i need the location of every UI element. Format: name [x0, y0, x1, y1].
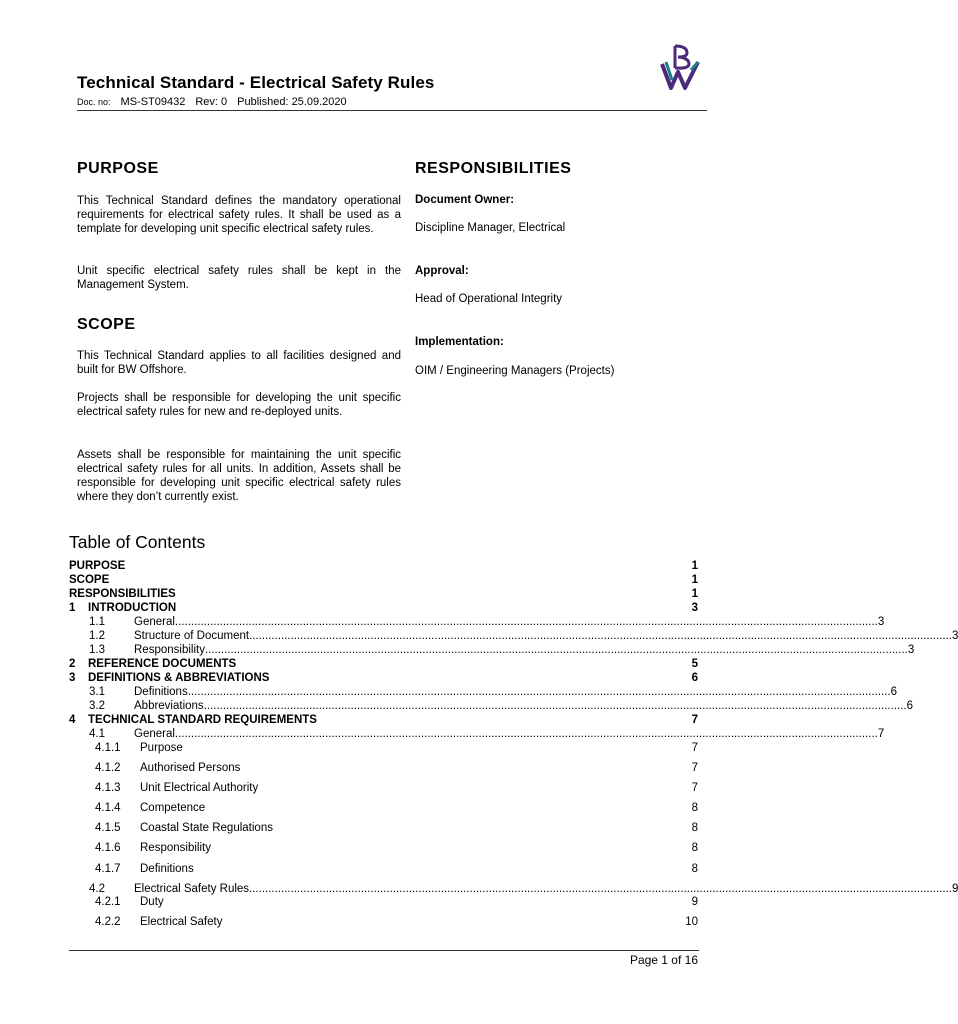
toc-entry[interactable] [69, 821, 698, 835]
toc-entry[interactable] [69, 761, 698, 775]
approval-value: Head of Operational Integrity [415, 293, 563, 305]
toc-entry[interactable] [69, 615, 885, 629]
toc-entry[interactable] [69, 727, 885, 741]
toc-entry[interactable] [69, 699, 914, 713]
scope-paragraph-2: Projects shall be responsible for developing the unit specific electrical safety rules for new and re-deployed units. [77, 392, 401, 418]
toc-entry-label: Electrical Safety [140, 916, 223, 928]
purpose-heading: PURPOSE [77, 160, 159, 177]
toc-entry-label: PURPOSE [69, 560, 126, 572]
toc-entry-page: 5 [691, 658, 698, 670]
toc-entry-label: Competence [140, 802, 206, 814]
toc-entry[interactable] [69, 895, 698, 909]
toc-entry[interactable] [69, 587, 698, 601]
toc-entry-label: Structure of Document [134, 630, 250, 642]
toc-entry-number: 3 [69, 672, 76, 684]
toc-entry[interactable] [69, 559, 698, 573]
header-divider [77, 110, 707, 111]
toc-entry[interactable] [69, 882, 958, 896]
toc-entry-number: 4.2 [89, 883, 105, 895]
toc-entry-label: Unit Electrical Authority [140, 782, 259, 794]
toc-entry-number: 4.1.4 [95, 802, 121, 814]
toc-entry-page: 8 [691, 802, 698, 814]
responsibilities-heading: RESPONSIBILITIES [415, 160, 572, 177]
toc-entry[interactable] [69, 657, 698, 671]
page-number: Page 1 of 16 [629, 953, 698, 967]
toc-entry-page: 6 [890, 686, 898, 698]
toc-entry-label: Definitions [140, 863, 194, 875]
toc-entry-label: Coastal State Regulations [140, 822, 273, 834]
document-owner-label: Document Owner: [415, 194, 515, 206]
toc-entry-page: 3 [907, 644, 915, 656]
toc-entry-page: 7 [691, 742, 698, 754]
toc-entry-page: 8 [691, 863, 698, 875]
toc-entry-number: 4 [69, 714, 76, 726]
document-title: Technical Standard - Electrical Safety Rules [77, 73, 435, 92]
toc-entry-label: General [134, 728, 175, 740]
toc-entry[interactable] [69, 573, 698, 587]
toc-entry[interactable] [69, 671, 698, 685]
scope-paragraph-1: This Technical Standard applies to all facilities designed and built for BW Offshore. [77, 350, 401, 376]
document-owner-value: Discipline Manager, Electrical [415, 222, 566, 234]
toc-entry-number: 3.2 [89, 700, 105, 712]
toc-entry-page: 1 [691, 574, 698, 586]
toc-entry-number: 1.2 [89, 630, 105, 642]
toc-entry-number: 4.1.1 [95, 742, 121, 754]
document-meta [77, 96, 357, 108]
toc-entry-page: 3 [691, 602, 698, 614]
toc-entry[interactable] [69, 629, 958, 643]
toc-entry-page: 7 [877, 728, 885, 740]
toc-entry-number: 4.1.3 [95, 782, 121, 794]
toc-entry-page: 3 [877, 616, 885, 628]
toc-entry-label: Duty [140, 896, 164, 908]
toc-entry[interactable] [69, 643, 915, 657]
purpose-paragraph-2: Unit specific electrical safety rules shall be kept in the Management System. [77, 265, 401, 291]
toc-entry-page: 7 [691, 762, 698, 774]
toc-dot-leader: ............................................................................................................................................................................................................................ [249, 630, 952, 642]
bw-offshore-logo [658, 42, 704, 90]
approval-label: Approval: [415, 265, 469, 277]
toc-entry[interactable] [69, 713, 698, 727]
toc-entry-page: 7 [691, 782, 698, 794]
toc-entry-page: 8 [691, 842, 698, 854]
toc-entry-number: 1.3 [89, 644, 105, 656]
toc-entry-number: 1 [69, 602, 76, 614]
toc-entry-number: 4.1.7 [95, 863, 121, 875]
toc-title: Table of Contents [69, 532, 206, 552]
toc-entry-page: 3 [951, 630, 958, 642]
toc-entry-number: 4.1.2 [95, 762, 121, 774]
footer-divider [69, 950, 699, 951]
toc-entry-label: RESPONSIBILITIES [69, 588, 176, 600]
toc-entry-label: INTRODUCTION [88, 602, 177, 614]
toc-entry[interactable] [69, 801, 698, 815]
toc-entry-label: REFERENCE DOCUMENTS [88, 658, 237, 670]
toc-dot-leader: ............................................................................................................................................................................................................................ [204, 644, 908, 656]
toc-entry-label: Definitions [134, 686, 188, 698]
toc-entry-label: General [134, 616, 175, 628]
toc-entry-number: 4.1 [89, 728, 105, 740]
doc-no-label: Doc. no: [77, 97, 111, 107]
toc-entry-page: 9 [691, 896, 698, 908]
toc-entry-page: 1 [691, 588, 698, 600]
published-date: Published: 25.09.2020 [237, 96, 347, 108]
toc-entry-page: 6 [691, 672, 698, 684]
toc-entry-page: 10 [685, 916, 698, 928]
toc-entry-number: 3.1 [89, 686, 105, 698]
toc-entry-label: DEFINITIONS & ABBREVIATIONS [88, 672, 270, 684]
scope-paragraph-3: Assets shall be responsible for maintaining the unit specific electrical safety rules for all units. In addition, Assets shall be responsible for developing unit specific electrical safety rules where they don’t currently exist. [77, 449, 401, 503]
revision: Rev: 0 [195, 96, 228, 108]
toc-dot-leader: ............................................................................................................................................................................................................................ [249, 883, 952, 895]
toc-entry-label: Abbreviations [134, 700, 204, 712]
purpose-paragraph-1: This Technical Standard defines the mandatory operational requirements for electrical safety rules. It shall be used as a template for developing unit specific electrical safety rules. [77, 195, 401, 235]
toc-entry-label: Authorised Persons [140, 762, 241, 774]
toc-entry[interactable] [69, 915, 698, 929]
toc-entry-number: 4.1.5 [95, 822, 121, 834]
toc-entry-page: 6 [906, 700, 914, 712]
toc-entry-label: Responsibility [134, 644, 205, 656]
toc-dot-leader: ............................................................................................................................................................................................................................ [203, 700, 907, 712]
implementation-value: OIM / Engineering Managers (Projects) [415, 365, 615, 377]
implementation-label: Implementation: [415, 336, 504, 348]
toc-dot-leader: ............................................................................................................................................................................................................................ [174, 616, 878, 628]
toc-entry-label: Purpose [140, 742, 183, 754]
toc-entry[interactable] [69, 741, 698, 755]
toc-entry-number: 4.2.1 [95, 896, 121, 908]
toc-entry-number: 4.2.2 [95, 916, 121, 928]
toc-entry[interactable] [69, 781, 698, 795]
toc-dot-leader: ............................................................................................................................................................................................................................ [174, 728, 878, 740]
doc-no: MS-ST09432 [120, 96, 186, 108]
toc-entry[interactable] [69, 685, 898, 699]
toc-entry-number: 2 [69, 658, 76, 670]
scope-heading: SCOPE [77, 316, 136, 333]
toc-entry[interactable] [69, 601, 698, 615]
toc-entry-label: SCOPE [69, 574, 110, 586]
toc-dot-leader: ............................................................................................................................................................................................................................ [187, 686, 891, 698]
toc-entry[interactable] [69, 862, 698, 876]
toc-entry-number: 1.1 [89, 616, 105, 628]
toc-entry-page: 8 [691, 822, 698, 834]
toc-entry[interactable] [69, 841, 698, 855]
toc-entry-label: Electrical Safety Rules [134, 883, 250, 895]
toc-entry-label: TECHNICAL STANDARD REQUIREMENTS [88, 714, 317, 726]
toc-entry-label: Responsibility [140, 842, 211, 854]
toc-entry-page: 9 [951, 883, 958, 895]
toc-entry-number: 4.1.6 [95, 842, 121, 854]
toc-entry-page: 7 [691, 714, 698, 726]
toc-entry-page: 1 [691, 560, 698, 572]
